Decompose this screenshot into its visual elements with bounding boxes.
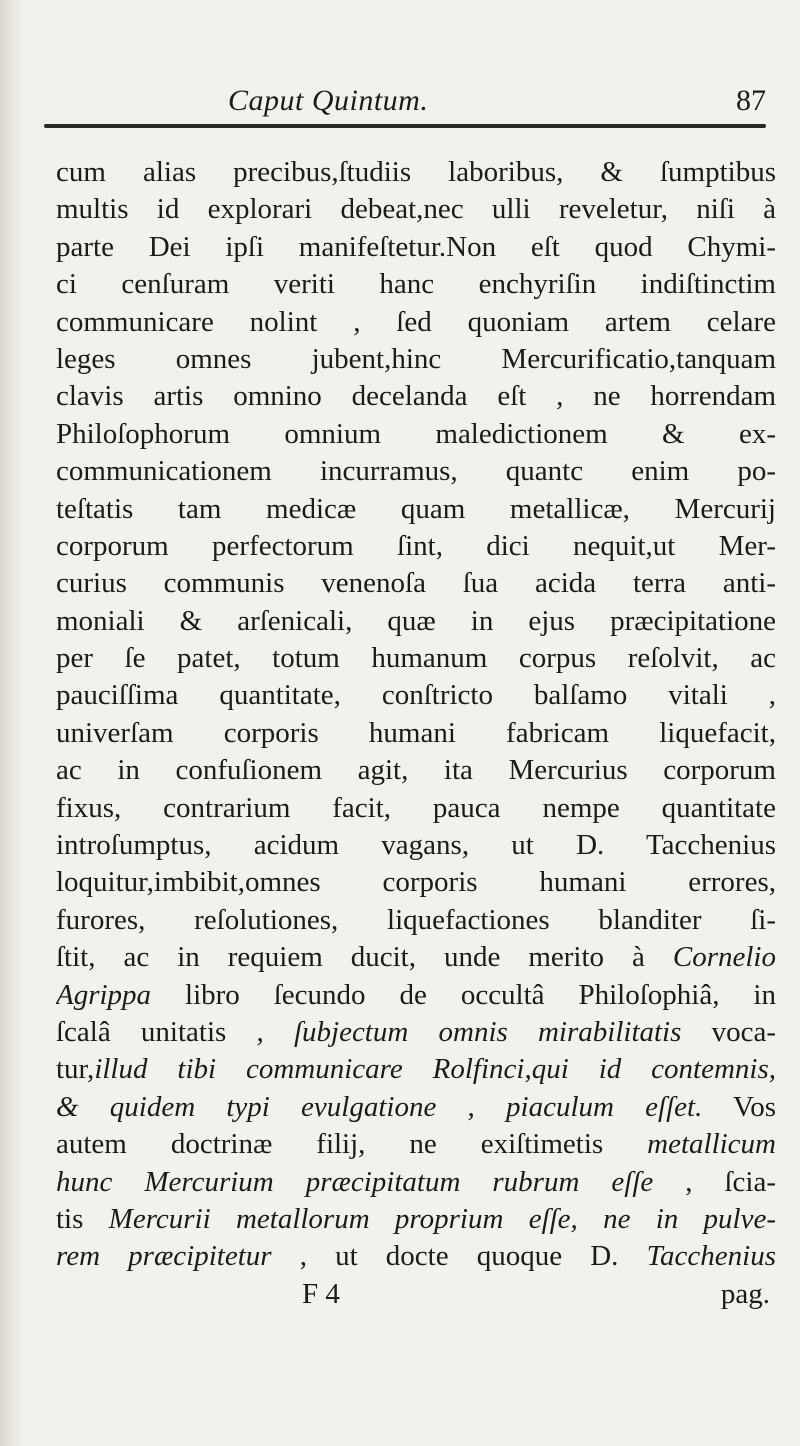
text-line: per ſe patet, totum humanum corpus reſolvit, ac xyxy=(56,642,776,675)
text-line: Philoſophorum omnium maledictionem & ex- xyxy=(56,417,776,450)
text-line: communicare nolint , ſed quoniam artem celare xyxy=(56,305,776,338)
text-line: pauciſſima quantitate, conſtricto balſamo vitali , xyxy=(56,679,776,712)
catchword: pag. xyxy=(720,1277,770,1310)
text-line: ci cenſuram veriti hanc enchyriſin indiſtinctim xyxy=(56,268,776,301)
text-line: cum alias precibus,ſtudiis laboribus, & ſumptibus xyxy=(56,156,776,188)
text-line: curius communis venenoſa ſua acida terra anti- xyxy=(56,567,776,600)
text-line: clavis artis omnino decelanda eſt , ne horrendam xyxy=(56,380,776,413)
text-line: multis id explorari debeat,nec ulli reveletur, niſi à xyxy=(56,193,776,226)
body-text xyxy=(56,154,776,1313)
header-rule xyxy=(44,124,766,128)
text-line: leges omnes jubent,hinc Mercurificatio,tanquam xyxy=(56,342,776,375)
signature-mark: F 4 xyxy=(302,1277,340,1310)
text-line: ſcalâ unitatis , ſubjectum omnis mirabilitatis voca- xyxy=(56,1015,776,1048)
text-line: & quidem typi evulgatione , piaculum eſſet. Vos xyxy=(56,1090,776,1123)
text-line: ac in confuſionem agit, ita Mercurius corporum xyxy=(56,754,776,787)
text-line: autem doctrinæ filij, ne exiſtimetis metallicum xyxy=(56,1128,776,1161)
text-line: tur,illud tibi communicare Rolfinci,qui id contemnis, xyxy=(56,1053,776,1086)
page-footer xyxy=(56,1276,776,1313)
running-title: Caput Quintum. xyxy=(228,84,429,117)
text-line: ſtit, ac in requiem ducit, unde merito à Cornelio xyxy=(56,941,776,974)
text-line: moniali & arſenicali, quæ in ejus præcipitatione xyxy=(56,604,776,637)
text-line: univerſam corporis humani fabricam liquefacit, xyxy=(56,716,776,749)
text-line: furores, reſolutiones, liquefactiones blanditer ſi- xyxy=(56,903,776,936)
text-line: fixus, contrarium facit, pauca nempe quantitate xyxy=(56,791,776,824)
text-line: introſumptus, acidum vagans, ut D. Tacchenius xyxy=(56,829,776,862)
text-line: communicationem incurramus, quantc enim po- xyxy=(56,455,776,488)
text-line: rem præcipitetur , ut docte quoque D. Tacchenius xyxy=(56,1240,776,1273)
text-line: teſtatis tam medicæ quam metallicæ, Mercurij xyxy=(56,492,776,525)
text-line: parte Dei ipſi manifeſtetur.Non eſt quod Chymi- xyxy=(56,230,776,263)
text-line: loquitur,imbibit,omnes corporis humani errores, xyxy=(56,866,776,899)
text-line: Agrippa libro ſecundo de occultâ Philoſophiâ, in xyxy=(56,978,776,1011)
binding-edge xyxy=(0,0,22,1446)
text-line: corporum perfectorum ſint, dici nequit,ut Mer- xyxy=(56,529,776,562)
page-number: 87 xyxy=(736,84,766,117)
text-line: hunc Mercurium præcipitatum rubrum eſſe , ſcia- xyxy=(56,1165,776,1198)
text-line: tis Mercurii metallorum proprium eſſe, ne in pulve- xyxy=(56,1202,776,1235)
